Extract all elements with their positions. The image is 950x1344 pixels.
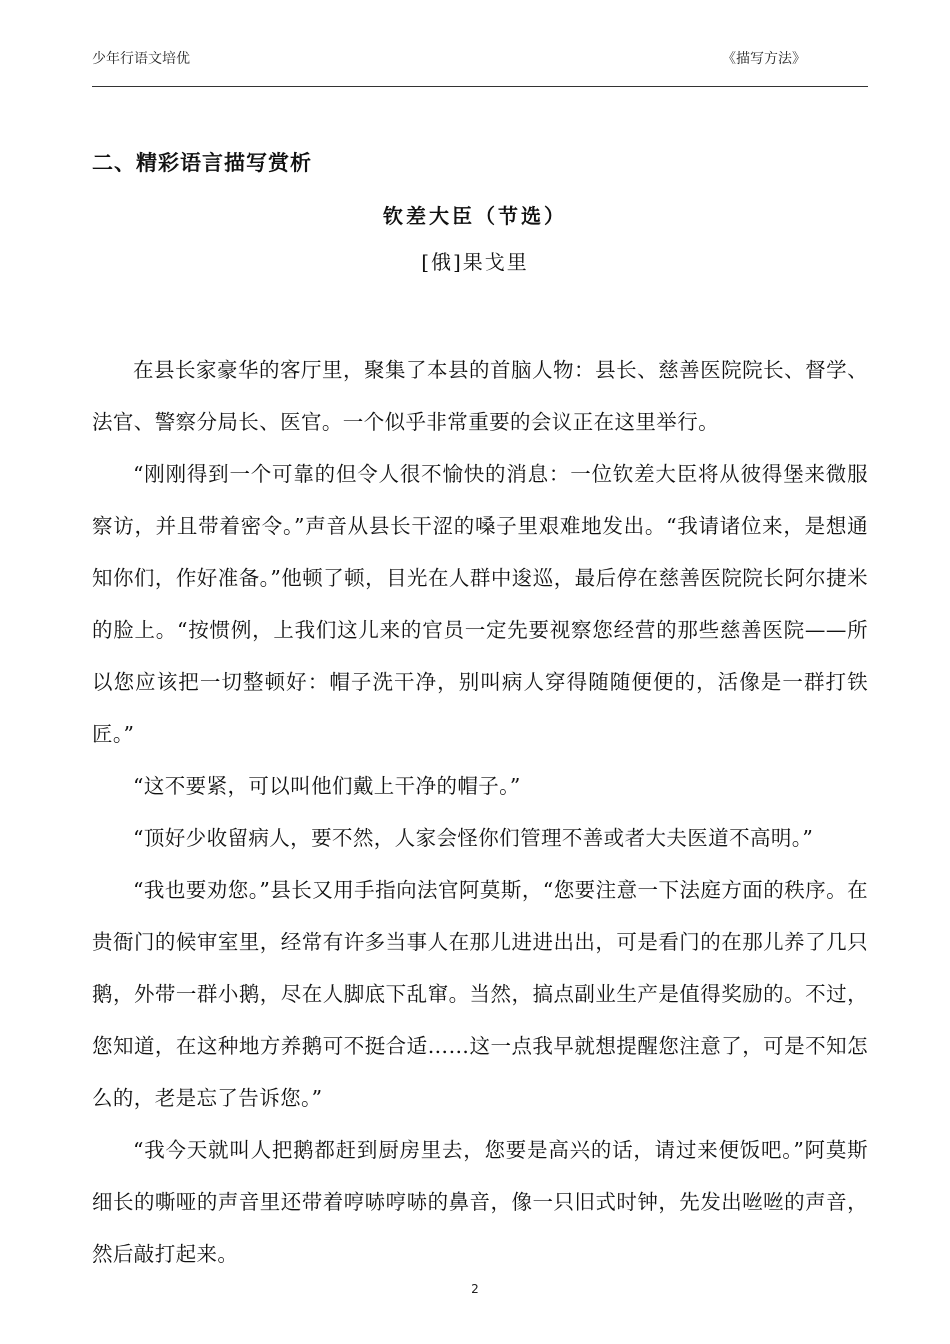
header-left-text: 少年行语文培优 <box>92 51 190 67</box>
page-header <box>92 44 868 87</box>
article-title: 钦差大臣（节选） <box>383 204 567 228</box>
paragraph: “我也要劝您。”县长又用手指向法官阿莫斯，“您要注意一下法庭方面的秩序。在贵衙门的候审室里，经常有许多当事人在那儿进进出出，可是看门的在那儿养了几只鹅，外带一群小鹅，尽在人脚底下乱窜。当然，搞点副业生产是值得奖励的。不过，您知道，在这种地方养鹅可不挺合适……这一点我早就想提醒您注意了，可是不知怎么的，老是忘了告诉您。” <box>92 878 868 1110</box>
paragraph: “我今天就叫人把鹅都赶到厨房里去，您要是高兴的话，请过来便饭吧。”阿莫斯细长的嘶哑的声音里还带着哼哧哼哧的鼻音，像一只旧式时钟，先发出咝咝的声音，然后敲打起来。 <box>92 1138 868 1266</box>
article-body <box>92 344 868 1280</box>
section-heading: 二、精彩语言描写赏析 <box>92 150 312 175</box>
page-number: 2 <box>471 1282 479 1296</box>
paragraph: “刚刚得到一个可靠的但令人很不愉快的消息：一位钦差大臣将从彼得堡来微服察访，并且带着密令。”声音从县长干涩的嗓子里艰难地发出。“我请诸位来，是想通知你们，作好准备。”他顿了顿，目光在人群中逡巡，最后停在慈善医院院长阿尔捷米的脸上。“按惯例，上我们这儿来的官员一定先要视察您经营的那些慈善医院——所以您应该把一切整顿好：帽子洗干净，别叫病人穿得随随便便的，活像是一群打铁匠。” <box>92 462 868 746</box>
header-right-text: 《描写方法》 <box>722 51 806 67</box>
paragraph: “这不要紧，可以叫他们戴上干净的帽子。” <box>133 774 521 798</box>
paragraph: 在县长家豪华的客厅里，聚集了本县的首脑人物：县长、慈善医院院长、督学、法官、警察分局长、医官。一个似乎非常重要的会议正在这里举行。 <box>92 358 868 434</box>
article-author: [俄]果戈里 <box>421 250 529 274</box>
paragraph: “顶好少收留病人，要不然，人家会怪你们管理不善或者大夫医道不高明。” <box>133 826 814 850</box>
